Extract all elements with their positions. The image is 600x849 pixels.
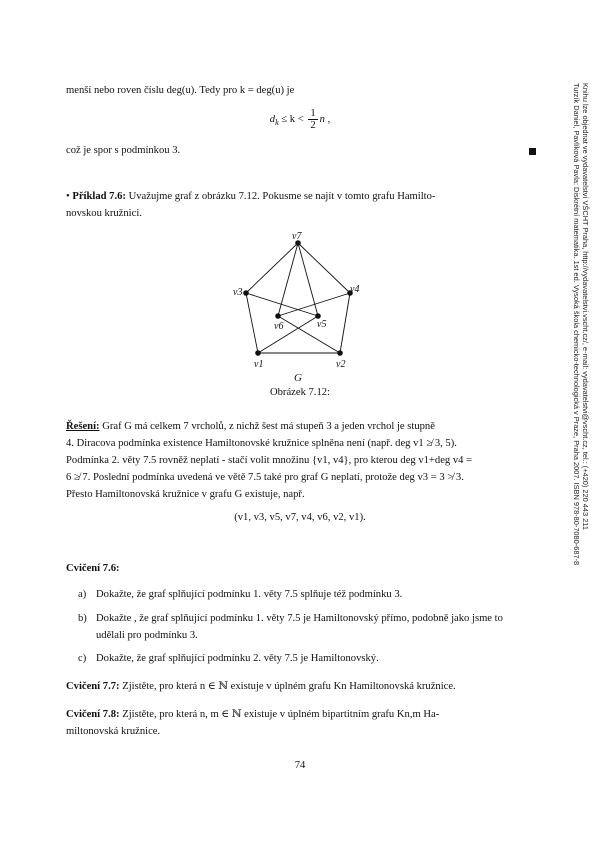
exercise-78-title: Cvičení 7.8: [66, 709, 120, 720]
solution-line-1: Graf G má celkem 7 vrcholů, z nichž šest má stupeň 3 a jeden vrchol je stupně [102, 421, 435, 432]
exercise-78 [66, 706, 536, 740]
exercise-78-text-2: miltonovská kružnice. [66, 726, 161, 737]
edge-v4-v6 [278, 293, 350, 316]
formula-mid: ≤ k < [278, 113, 307, 125]
vertex-v6 [275, 313, 281, 319]
edge-v3-v5 [246, 293, 318, 316]
edge-v7-v5 [298, 243, 318, 316]
fraction-denominator: 2 [310, 120, 316, 131]
exercise-76-item-b [78, 610, 536, 644]
example-text-1: Uvažujme graf z obrázku 7.12. Pokusme se najít v tomto grafu Hamilto- [128, 191, 436, 202]
label-v2: v2 [336, 359, 346, 370]
exercise-76-item-c [78, 650, 536, 667]
label-v4: v4 [350, 284, 360, 295]
exercise-76-title: Cvičení 7.6: [66, 563, 120, 574]
item-text: Dokažte, že graf splňující podmínku 1. věty 7.5 splňuje též podmínku 3. [96, 589, 403, 600]
exercise-78-text-1: Zjistěte, pro která n, m ∈ ℕ existuje v úplném bipartitním grafu Kn,m Ha- [122, 709, 440, 720]
vertex-v5 [315, 313, 321, 319]
figure-caption: Obrázek 7.12: [269, 387, 331, 398]
vertex-v2 [337, 350, 343, 356]
item-label: a) [78, 589, 87, 600]
label-v7: v7 [292, 231, 302, 242]
label-v5: v5 [317, 319, 327, 330]
formula-lhs: d [269, 113, 276, 125]
qed-square-icon [529, 148, 536, 155]
solution-paragraph [66, 418, 536, 503]
bullet-icon: • [66, 191, 70, 202]
vertex-v3 [243, 290, 249, 296]
proof-conclusion: což je spor s podmínkou 3. [66, 145, 181, 156]
edge-v7-v4 [298, 243, 350, 293]
exercise-76-item-a [78, 586, 536, 603]
solution-line-5: Přesto Hamiltonovská kružnice v grafu G existuje, např. [66, 489, 305, 500]
item-text: Dokažte, že graf splňující podmínku 2. věty 7.5 je Hamiltonovský. [96, 653, 379, 664]
graph-edges [246, 243, 350, 353]
graph-vertices [243, 240, 353, 356]
solution-line-4: 6 ≱ 7. Poslední podmínka uvedená ve větě 7.5 také pro graf G neplatí, protože deg v3 = 3 ≯ 3. [66, 472, 464, 483]
margin-note-line-2: Knihu lze objednat ve vydavatelství VŠCHT Praha, http://vydavatelstvi.vscht.cz/, e-mail: vydavatelstvi@vscht.cz, tel.: (+420) 220 443 211 [581, 83, 590, 530]
label-v3: v3 [233, 287, 243, 298]
fraction-numerator: 1 [310, 108, 316, 119]
edge-v4-v2 [340, 293, 350, 353]
formula-rhs: n , [319, 113, 331, 125]
graph-name: G [294, 372, 302, 384]
label-v1: v1 [254, 359, 264, 370]
proof-formula [0, 108, 600, 131]
solution-line-3: Podmínka 2. věty 7.5 rovněž neplatí - stačí volit množinu {v1, v4}, pro kterou deg v1+deg v4 = [66, 455, 473, 466]
edge-v3-v7 [246, 243, 298, 293]
item-label: b) [78, 613, 87, 624]
example-paragraph [66, 188, 536, 222]
exercise-77 [66, 678, 536, 695]
exercise-77-title: Cvičení 7.7: [66, 681, 120, 692]
margin-note-line-1: Turzík Daniel, Pavlíková Pavla: Diskrétní matematika. 1st ed. Vysoká škola chemicko-technologická v Praze, Praha 2007. ISBN 978-80-7080-687-8 [572, 83, 581, 566]
solution-label: Řešení: [66, 421, 100, 432]
proof-text-line: menší nebo roven číslu deg(u). Tedy pro k = deg(u) je [66, 85, 295, 96]
label-v6: v6 [274, 321, 284, 332]
page-number: 74 [294, 760, 306, 771]
formula-subscript: k [275, 118, 279, 128]
margin-note [566, 83, 592, 643]
edge-v1-v3 [246, 293, 258, 353]
formula-fraction [308, 108, 317, 131]
item-text: Dokažte , že graf splňující podmínku 1. věty 7.5 je Hamiltonovský přímo, podobně jako jsme to udělali pro podmínku 3. [96, 613, 503, 641]
graph-figure [0, 226, 600, 416]
exercise-77-text: Zjistěte, pro která n ∈ ℕ existuje v úplném grafu Kn Hamiltonovská kružnice. [122, 681, 456, 692]
example-title: Příklad 7.6: [72, 191, 126, 202]
solution-line-2: 4. Diracova podmínka existence Hamiltonovské kružnice splněna není (např. deg v1 ≱ 3, 5). [66, 438, 457, 449]
edge-v7-v6 [278, 243, 298, 316]
example-text-2: novskou kružnici. [66, 208, 142, 219]
item-label: c) [78, 653, 87, 664]
vertex-v1 [255, 350, 261, 356]
hamiltonian-cycle: (v1, v3, v5, v7, v4, v6, v2, v1). [234, 512, 366, 523]
